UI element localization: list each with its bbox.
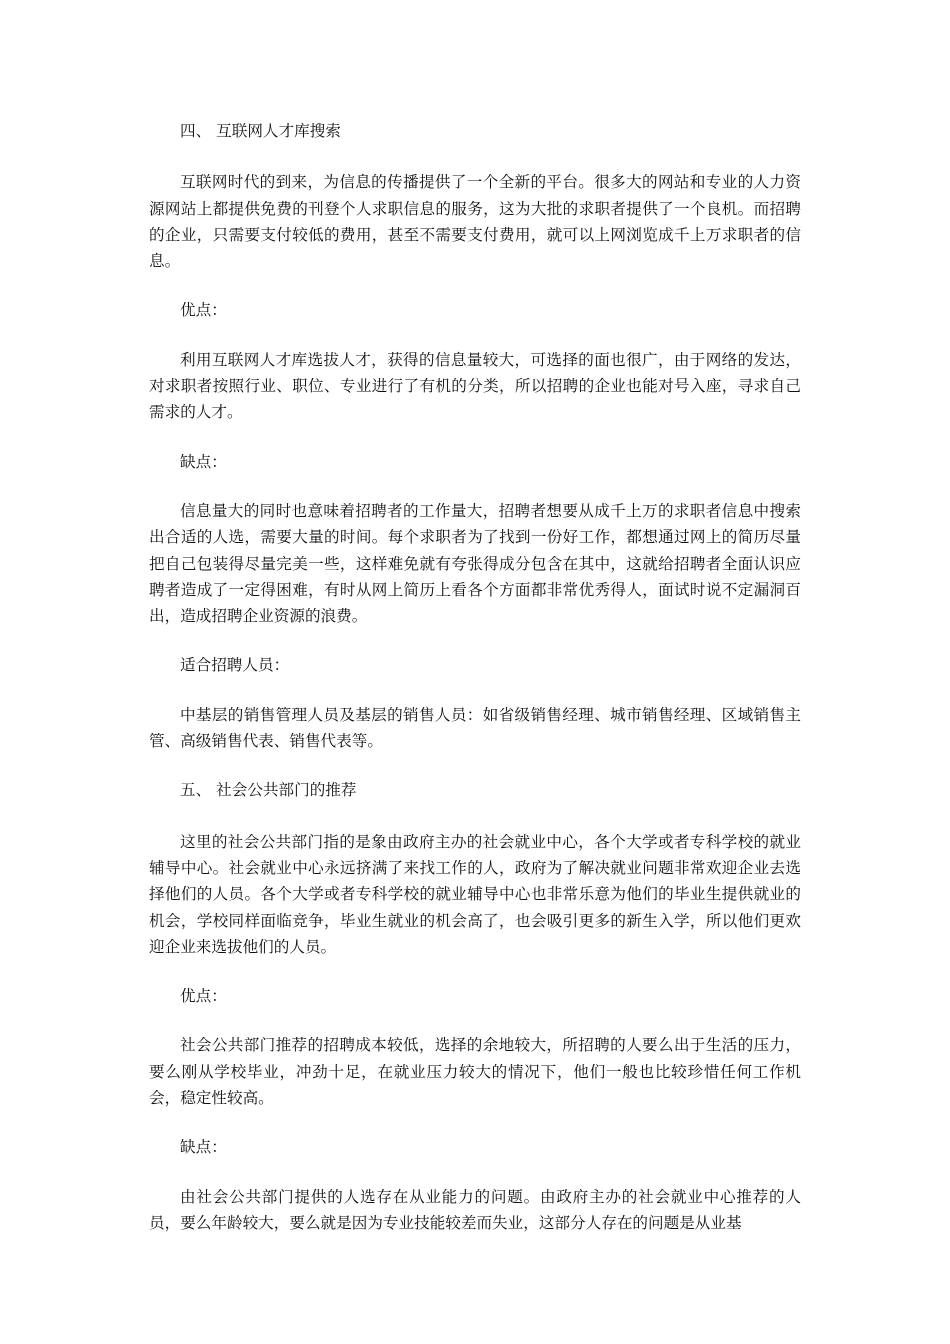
- section-heading-public-sector-referral: 五、 社会公共部门的推荐: [180, 781, 357, 800]
- label-disadvantages: 缺点：: [180, 452, 227, 471]
- paragraph-suitable-positions: 中基层的销售管理人员及基层的销售人员：如省级销售经理、城市销售经理、区域销售主管、高级销售代表、销售代表等。: [149, 705, 801, 751]
- label-disadvantages: 缺点：: [180, 1138, 227, 1157]
- label-advantages: 优点：: [180, 301, 227, 320]
- document-page: [149, 118, 801, 1259]
- paragraph-public-sector-disadvantages: 由社会公共部门提供的人选存在从业能力的问题。由政府主办的社会就业中心推荐的人员，要么年龄较大，要么就是因为专业技能较差而失业，这部分人存在的问题是从业基: [149, 1187, 801, 1232]
- section-heading-internet-talent-search: 四、 互联网人才库搜索: [180, 122, 341, 140]
- paragraph-internet-intro: 互联网时代的到来，为信息的传播提供了一个全新的平台。很多大的网站和专业的人力资源网站上都提供免费的刊登个人求职信息的服务，这为大批的求职者提供了一个良机。而招聘的企业，只需要支付较低的费用，甚至不需要支付费用，就可以上网浏览成千上万求职者的信息。: [149, 173, 801, 271]
- label-advantages: 优点：: [180, 987, 227, 1006]
- paragraph-public-sector-advantages: 社会公共部门推荐的招聘成本较低，选择的余地较大，所招聘的人要么出于生活的压力，要么刚从学校毕业，冲劲十足，在就业压力较大的情况下，他们一般也比较珍惜任何工作机会，稳定性较高。: [149, 1036, 801, 1108]
- paragraph-internet-advantages: 利用互联网人才库选拔人才，获得的信息量较大，可选择的面也很广，由于网络的发达，对求职者按照行业、职位、专业进行了有机的分类，所以招聘的企业也能对号入座，寻求自己需求的人才。: [149, 350, 801, 422]
- paragraph-public-sector-intro: 这里的社会公共部门指的是象由政府主办的社会就业中心，各个大学或者专科学校的就业辅导中心。社会就业中心永远挤满了来找工作的人，政府为了解决就业问题非常欢迎企业去选择他们的人员。各个大学或者专科学校的就业辅导中心也非常乐意为他们的毕业生提供就业的机会，学校同样面临竞争，毕业生就业的机会高了，也会吸引更多的新生入学，所以他们更欢迎企业来选拔他们的人员。: [149, 832, 801, 956]
- paragraph-internet-disadvantages: 信息量大的同时也意味着招聘者的工作量大，招聘者想要从成千上万的求职者信息中搜索出合适的人选，需要大量的时间。每个求职者为了找到一份好工作，都想通过网上的简历尽量把自己包装得尽量完美一些，这样难免就有夸张得成分包含在其中，这就给招聘者全面认识应聘者造成了一定得困难，有时从网上简历上看各个方面都非常优秀得人，面试时说不定漏洞百出，造成招聘企业资源的浪费。: [149, 501, 801, 626]
- label-suitable-positions: 适合招聘人员：: [180, 656, 290, 675]
